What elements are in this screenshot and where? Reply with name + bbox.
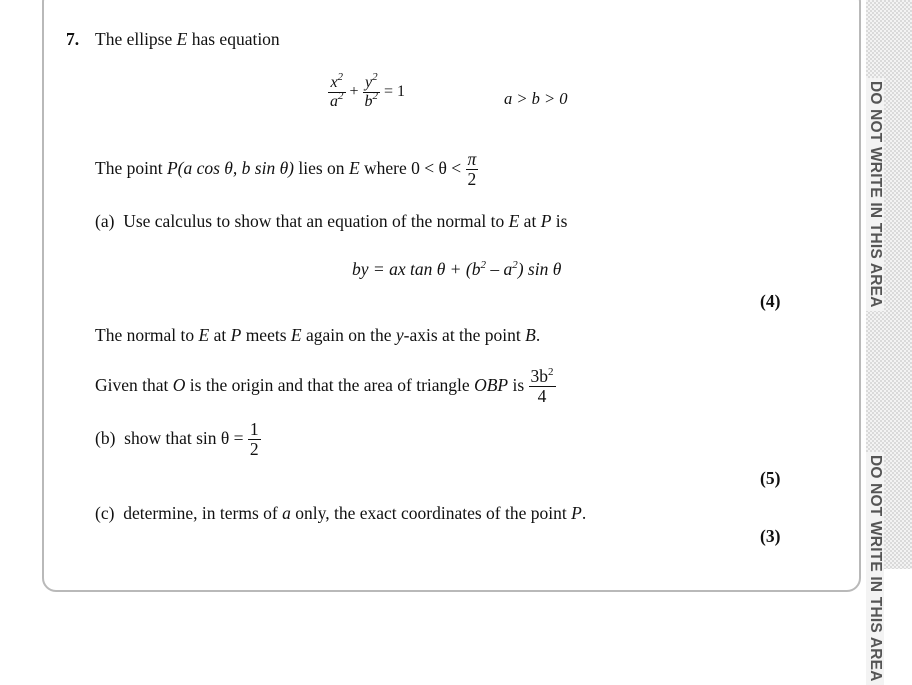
question-intro: The ellipse E has equation (95, 29, 280, 49)
one-half-fraction: $\frac{1}{2}$ (249, 419, 259, 460)
part-a-question: (a) Use calculus to show that an equation of the normal to E at P is (95, 211, 568, 231)
given-area-statement: Given that O is the origin and that the area of triangle OBP is $\frac{3b^2}{4}$ (95, 366, 554, 407)
ellipse-condition: a > b > 0 (504, 89, 568, 108)
ellipse-equation: $\frac{x^2}{a^2}$ + $\frac{y^2}{b^2}$ = 1 (330, 71, 406, 110)
pi-over-two: $\frac{\pi}{2}$ (467, 149, 477, 190)
x-squared-over-a-squared: $\frac{x^2}{a^2}$ (330, 71, 344, 110)
part-c-marks: (3) (760, 526, 781, 546)
point-p-statement: The point P(a cos θ, b sin θ) lies on E where 0 < θ < $\frac{\pi}{2}$ (95, 149, 477, 190)
part-a-marks: (4) (760, 291, 781, 311)
margin-warning-text: DO NOT WRITE IN THIS AREA (866, 452, 884, 685)
part-b-marks: (5) (760, 468, 781, 488)
area-fraction: $\frac{3b^2}{4}$ (530, 366, 554, 407)
part-c-question: (c) determine, in terms of a only, the exact coordinates of the point P. (95, 503, 587, 523)
y-squared-over-b-squared: $\frac{y^2}{b^2}$ (364, 71, 379, 110)
normal-meets-statement: The normal to E at P meets E again on the y-axis at the point B. (95, 325, 541, 345)
part-b-question: (b) show that sin θ = $\frac{1}{2}$ (95, 419, 259, 460)
normal-equation: by = ax $\tan \theta + (b^2 - a^2)$ sin θ (352, 259, 562, 279)
question-number: 7. (66, 29, 80, 49)
margin-warning-text: DO NOT WRITE IN THIS AREA (866, 78, 884, 311)
